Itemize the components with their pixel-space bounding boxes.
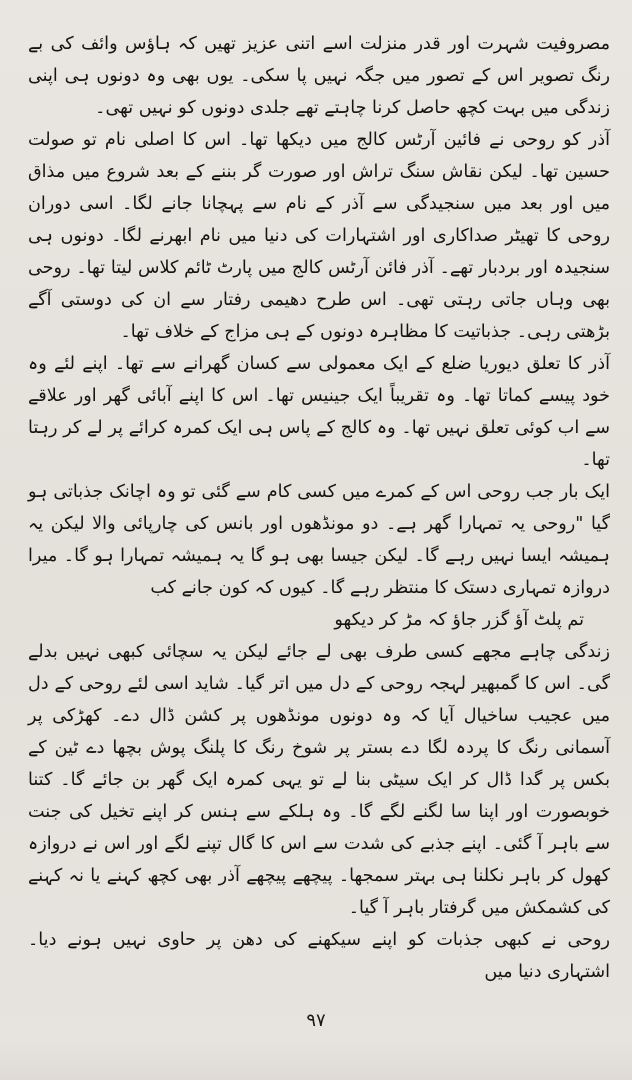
page-number: ۹۷ [306, 1010, 326, 1031]
verse-line: تم پلٹ آؤ گزر جاؤ کہ مڑ کر دیکھو [334, 610, 584, 630]
page-bottom-shade [0, 1040, 632, 1080]
paragraph-2: آذر کو روحی نے فائین آرٹس کالج میں دیکھا تھا۔ اس کا اصلی نام تو صولت حسین تھا۔ لیکن نقاش سنگ تراش اور صورت گر بننے کے بعد شروع میں مذاق میں اور بعد میں سنجیدگی سے آذر کے نام سے پہچانا جانے لگا۔ اسی دوران روحی کا تھیٹر صداکاری اور اشتہارات کی دنیا میں نام ابھرنے لگا۔ دونوں ہی سنجیدہ اور بردبار تھے۔ آذر فائن آرٹس کالج میں پارٹ ٹائم کلاس لیتا تھا۔ روحی بھی وہاں جاتی رہتی تھی۔ اس طرح دھیمی رفتار سے ان کی دوستی آگے بڑھتی رہی۔ جذباتیت کا مظاہرہ دونوں کے ہی مزاج کے خلاف تھا۔ [28, 130, 610, 342]
paragraph-4: ایک بار جب روحی اس کے کمرے میں کسی کام سے گئی تو وہ اچانک جذباتی ہو گیا "روحی یہ تمہارا گھر ہے۔ دو مونڈھوں اور بانس کی چارپائی والا لیکن یہ ہمیشہ ایسا نہیں رہے گا۔ لیکن جیسا بھی ہو گا یہ ہمیشہ تمہارا ہو گا۔ میرا دروازہ تمہاری دستک کا منتظر رہے گا۔ کیوں کہ کون جانے کب [28, 482, 610, 598]
page-text-block [28, 28, 610, 988]
paragraph-1: مصروفیت شہرت اور قدر منزلت اسے اتنی عزیز تھیں کہ ہاؤس وائف کی بے رنگ تصویر اس کے تصور میں جگہ نہیں پا سکی۔ یوں بھی وہ دونوں ہی اپنی زندگی میں بہت کچھ حاصل کرنا چاہتے تھے جلدی دونوں کو نہیں تھی۔ [28, 34, 610, 118]
paragraph-3: آذر کا تعلق دیوریا ضلع کے ایک معمولی سے کسان گھرانے سے تھا۔ اپنے لئے وہ خود پیسے کماتا تھا۔ وہ تقریباً ایک جینیس تھا۔ اس کا اپنے آبائی گھر اور علاقے سے اب کوئی تعلق نہیں تھا۔ وہ کالج کے پاس ہی ایک کمرہ کرائے پر لے کر رہتا تھا۔ [28, 354, 610, 470]
paragraph-5: زندگی چاہے مجھے کسی طرف بھی لے جائے لیکن یہ سچائی کبھی نہیں بدلے گی۔ اس کا گمبھیر لہجہ روحی کے دل میں اتر گیا۔ شاید اسی لئے روحی کے دل میں عجیب ساخیال آیا کہ وہ دونوں مونڈھوں پر کشن ڈال دے۔ کھڑکی پر آسمانی رنگ کا پردہ لگا دے بستر پر شوخ رنگ کا پلنگ پوش بچھا دے ٹین کے بکس پر گدا ڈال کر ایک سیٹی بنا لے تو یہی کمرہ ایک گھر بن جائے گا۔ کتنا خوبصورت اور اپنا سا لگنے لگے گا۔ وہ ہلکے سے ہنس کر اپنے تخیل کی جنت سے باہر آ گئی۔ اپنے جذبے کی شدت سے اس کا گال تپنے لگے اور اس نے دروازہ کھول کر باہر نکلنا ہی بہتر سمجھا۔ پیچھے پیچھے آذر بھی کچھ کہنے یا نہ کہنے کی کشمکش میں گرفتار باہر آ گیا۔ [28, 642, 610, 918]
paragraph-6: روحی نے کبھی جذبات کو اپنے سیکھنے کی دھن پر حاوی نہیں ہونے دیا۔ اشتہاری دنیا میں [28, 930, 610, 982]
